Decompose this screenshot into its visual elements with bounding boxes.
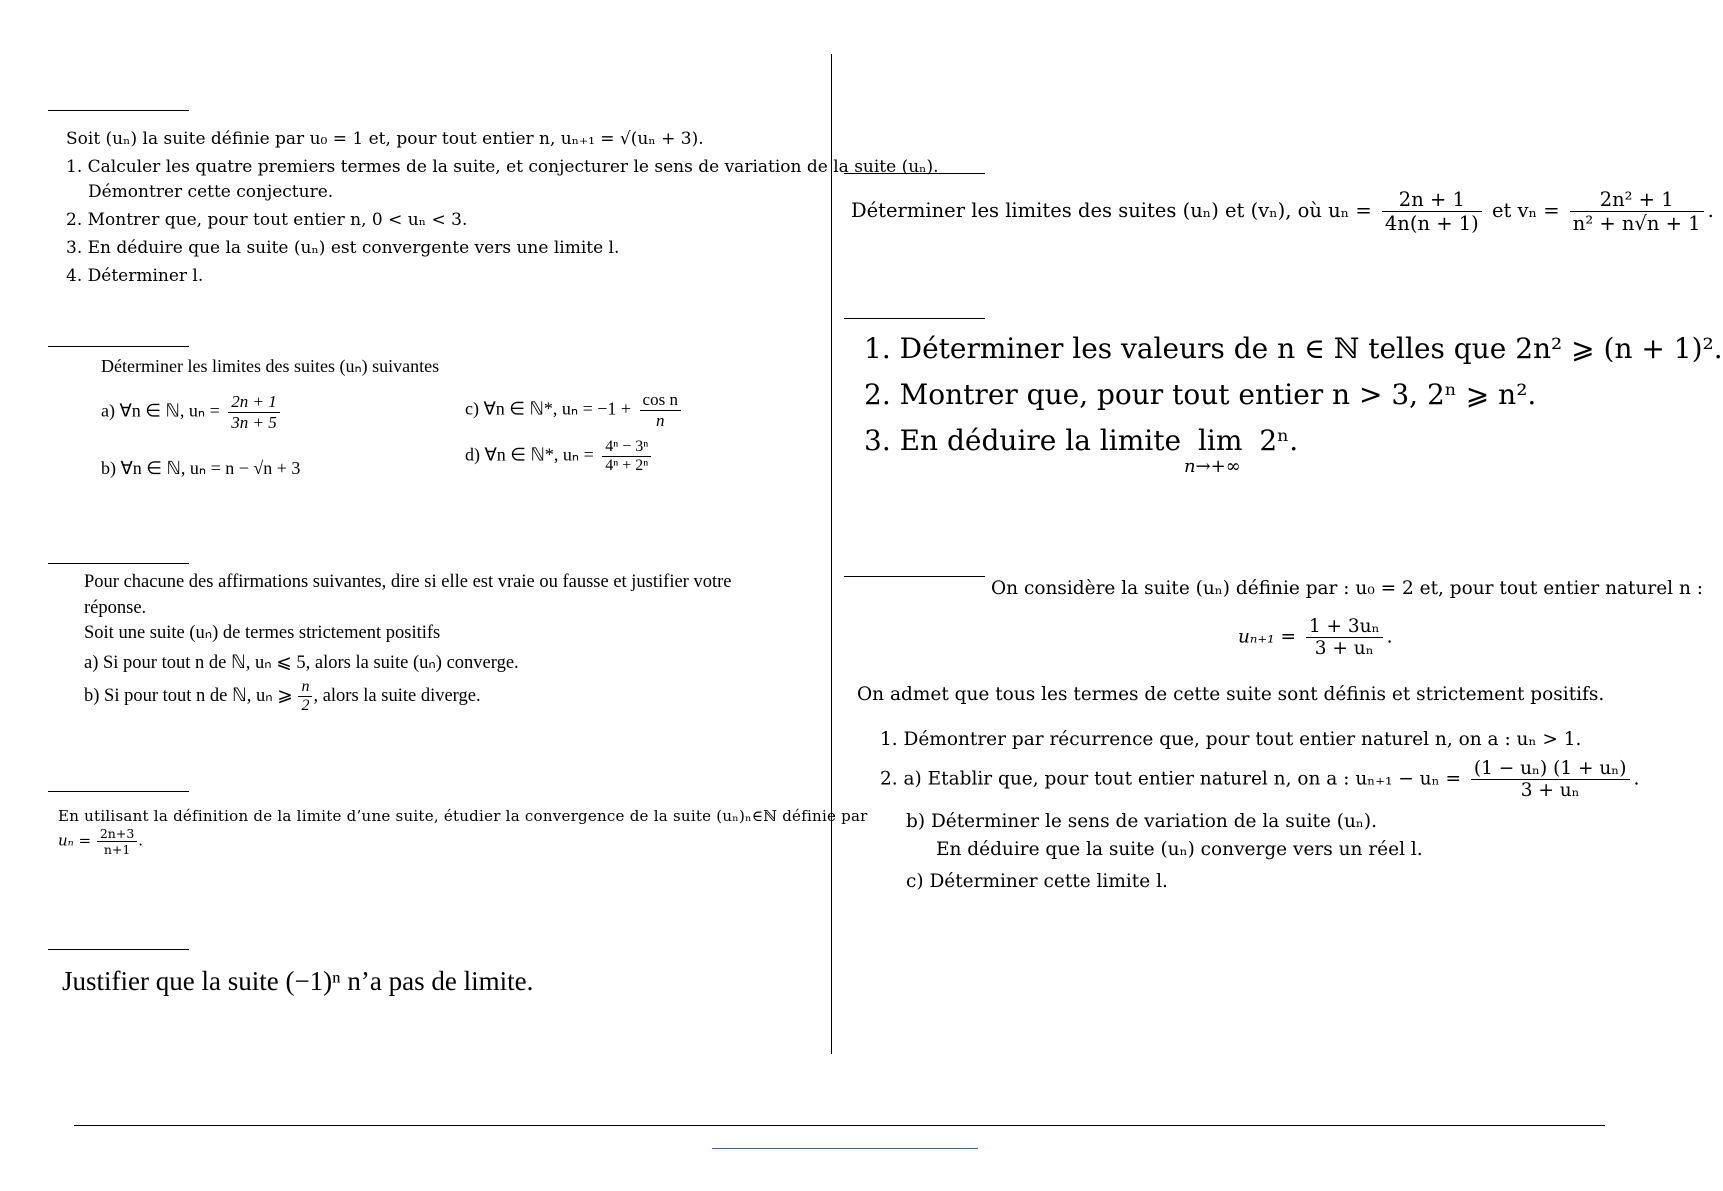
- fraction-denominator: 4ⁿ + 2ⁿ: [605, 457, 649, 474]
- fraction-denominator: 2: [301, 697, 310, 714]
- item-b-end: , alors la suite diverge.: [313, 685, 481, 706]
- exercise-8-question-2a: [880, 758, 1639, 801]
- exercise-7-question-2: 2. Montrer que, pour tout entier n > 3, 2ⁿ ⩾ n².: [864, 378, 1537, 411]
- exercise-separator: [48, 563, 189, 564]
- exercise-2-item-b: b) ∀n ∈ ℕ, uₙ = n − √n + 3: [101, 458, 301, 478]
- exercise-5-statement: Justifier que la suite (−1)ⁿ n’a pas de limite.: [62, 966, 534, 996]
- exercise-2-intro: Déterminer les limites des suites (uₙ) suivantes: [101, 356, 440, 376]
- exercise-6-statement: [851, 188, 1714, 235]
- question-2a-fraction: [1471, 758, 1630, 801]
- exercise-3-item-b: [84, 678, 481, 715]
- question-3-end: 2ⁿ.: [1259, 424, 1299, 457]
- exercise-1-question-1-continued: Démontrer cette conjecture.: [88, 182, 334, 202]
- exercise-3-line-1: Pour chacune des affirmations suivantes, dire si elle est vraie ou fausse et justifier votre: [84, 572, 732, 592]
- exercise-separator: [48, 110, 189, 111]
- item-b-label: b) Si pour tout n de ℕ, uₙ ⩾: [84, 685, 293, 706]
- exercise-1-question-2: 2. Montrer que, pour tout entier n, 0 < uₙ < 3.: [66, 210, 468, 230]
- formula-end: .: [138, 831, 144, 850]
- footer-link[interactable]: [712, 1148, 978, 1149]
- exercise-1-question-1: 1. Calculer les quatre premiers termes de la suite, et conjecturer le sens de variation de la suite (uₙ).: [66, 157, 939, 177]
- item-c-label: c) ∀n ∈ ℕ*, uₙ = −1 +: [465, 398, 632, 419]
- fraction-numerator: 2n² + 1: [1570, 188, 1704, 212]
- exercise-separator: [48, 346, 189, 347]
- item-b-fraction: [298, 678, 312, 715]
- exercise-4-formula: [58, 826, 143, 857]
- item-d-label: d) ∀n ∈ ℕ*, uₙ =: [465, 444, 594, 465]
- exercise-3-line-3: Soit une suite (uₙ) de termes strictement positifs: [84, 623, 441, 643]
- exercise-7-question-1: 1. Déterminer les valeurs de n ∈ ℕ telles que 2n² ⩾ (n + 1)².: [864, 332, 1723, 365]
- exercise-3-item-a: a) Si pour tout n de ℕ, uₙ ⩽ 5, alors la suite (uₙ) converge.: [84, 653, 519, 673]
- exercise-3-line-2: réponse.: [84, 598, 147, 618]
- fraction-numerator: cos n: [640, 390, 681, 411]
- fraction-denominator: 3 + uₙ: [1520, 780, 1580, 801]
- fraction-denominator: n: [655, 411, 665, 430]
- footer-rule: [74, 1125, 1605, 1126]
- fraction-numerator: 2n + 1: [228, 392, 279, 413]
- statement-middle: et vₙ =: [1491, 199, 1560, 222]
- exercise-7-question-3: [864, 424, 1299, 477]
- question-2a-start: 2. a) Etablir que, pour tout entier naturel n, on a : uₙ₊₁ − uₙ =: [880, 768, 1461, 790]
- fraction-denominator: n² + n√n + 1: [1572, 212, 1701, 235]
- item-d-fraction: [602, 438, 651, 475]
- exercise-1-question-4: 4. Déterminer l.: [66, 266, 204, 286]
- exercise-4-line-1: En utilisant la définition de la limite d’une suite, étudier la convergence de la suite (uₙ)ₙ∈ℕ définie par: [58, 807, 868, 825]
- exercise-8-question-2b: b) Déterminer le sens de variation de la suite (uₙ).: [906, 811, 1378, 832]
- exercise-1-question-3: 3. En déduire que la suite (uₙ) est convergente vers une limite l.: [66, 238, 620, 258]
- item-a-label: a) ∀n ∈ ℕ, uₙ =: [101, 400, 220, 421]
- formula-lhs: uₙ =: [58, 831, 92, 850]
- exercise-2-item-c: [465, 390, 685, 431]
- exercise-separator: [48, 949, 189, 950]
- item-a-fraction: [228, 392, 279, 433]
- v-fraction: [1570, 188, 1704, 235]
- formula-fraction: [97, 826, 137, 857]
- recurrence-end: .: [1386, 626, 1393, 648]
- fraction-denominator: 4n(n + 1): [1384, 212, 1479, 235]
- statement-end: .: [1707, 199, 1714, 222]
- u-fraction: [1382, 188, 1482, 235]
- exercise-1-intro: Soit (uₙ) la suite définie par u₀ = 1 et, pour tout entier n, uₙ₊₁ = √(uₙ + 3).: [66, 129, 704, 149]
- exercise-8-question-2b-continued: En déduire que la suite (uₙ) converge vers un réel l.: [936, 839, 1423, 860]
- limit-subscript: n→+∞: [1183, 456, 1241, 477]
- question-3-start: 3. En déduire la limite: [864, 424, 1182, 457]
- limit-symbol: lim: [1197, 424, 1243, 457]
- fraction-denominator: 3 + uₙ: [1314, 638, 1374, 659]
- column-divider: [831, 54, 832, 1054]
- exercise-8-question-2c: c) Déterminer cette limite l.: [906, 871, 1168, 892]
- recurrence-fraction: [1306, 616, 1383, 659]
- exercise-8-intro: On considère la suite (uₙ) définie par : u₀ = 2 et, pour tout entier naturel n :: [991, 578, 1704, 599]
- statement-start: Déterminer les limites des suites (uₙ) et (vₙ), où uₙ =: [851, 199, 1372, 222]
- exercise-2-item-d: [465, 438, 655, 475]
- exercise-separator: [844, 576, 985, 577]
- fraction-numerator: 2n + 1: [1382, 188, 1482, 212]
- exercise-8-question-1: 1. Démontrer par récurrence que, pour tout entier naturel n, on a : uₙ > 1.: [880, 729, 1582, 750]
- fraction-denominator: n+1: [103, 842, 131, 857]
- fraction-numerator: (1 − uₙ) (1 + uₙ): [1471, 758, 1630, 780]
- exercise-separator: [844, 318, 985, 319]
- fraction-numerator: 2n+3: [97, 826, 137, 842]
- exercise-8-recurrence: [1238, 616, 1393, 659]
- exercise-separator: [48, 791, 189, 792]
- fraction-numerator: 1 + 3uₙ: [1306, 616, 1383, 638]
- question-2a-end: .: [1633, 768, 1640, 790]
- item-c-fraction: [640, 390, 681, 431]
- exercise-2-item-a: [101, 392, 284, 433]
- fraction-numerator: 4ⁿ − 3ⁿ: [602, 438, 651, 457]
- recurrence-lhs: uₙ₊₁ =: [1238, 626, 1296, 648]
- exercise-8-admission: On admet que tous les termes de cette suite sont définis et strictement positifs.: [857, 684, 1605, 705]
- limit-operator: [1183, 424, 1243, 477]
- fraction-denominator: 3n + 5: [231, 413, 277, 432]
- fraction-numerator: n: [298, 678, 312, 697]
